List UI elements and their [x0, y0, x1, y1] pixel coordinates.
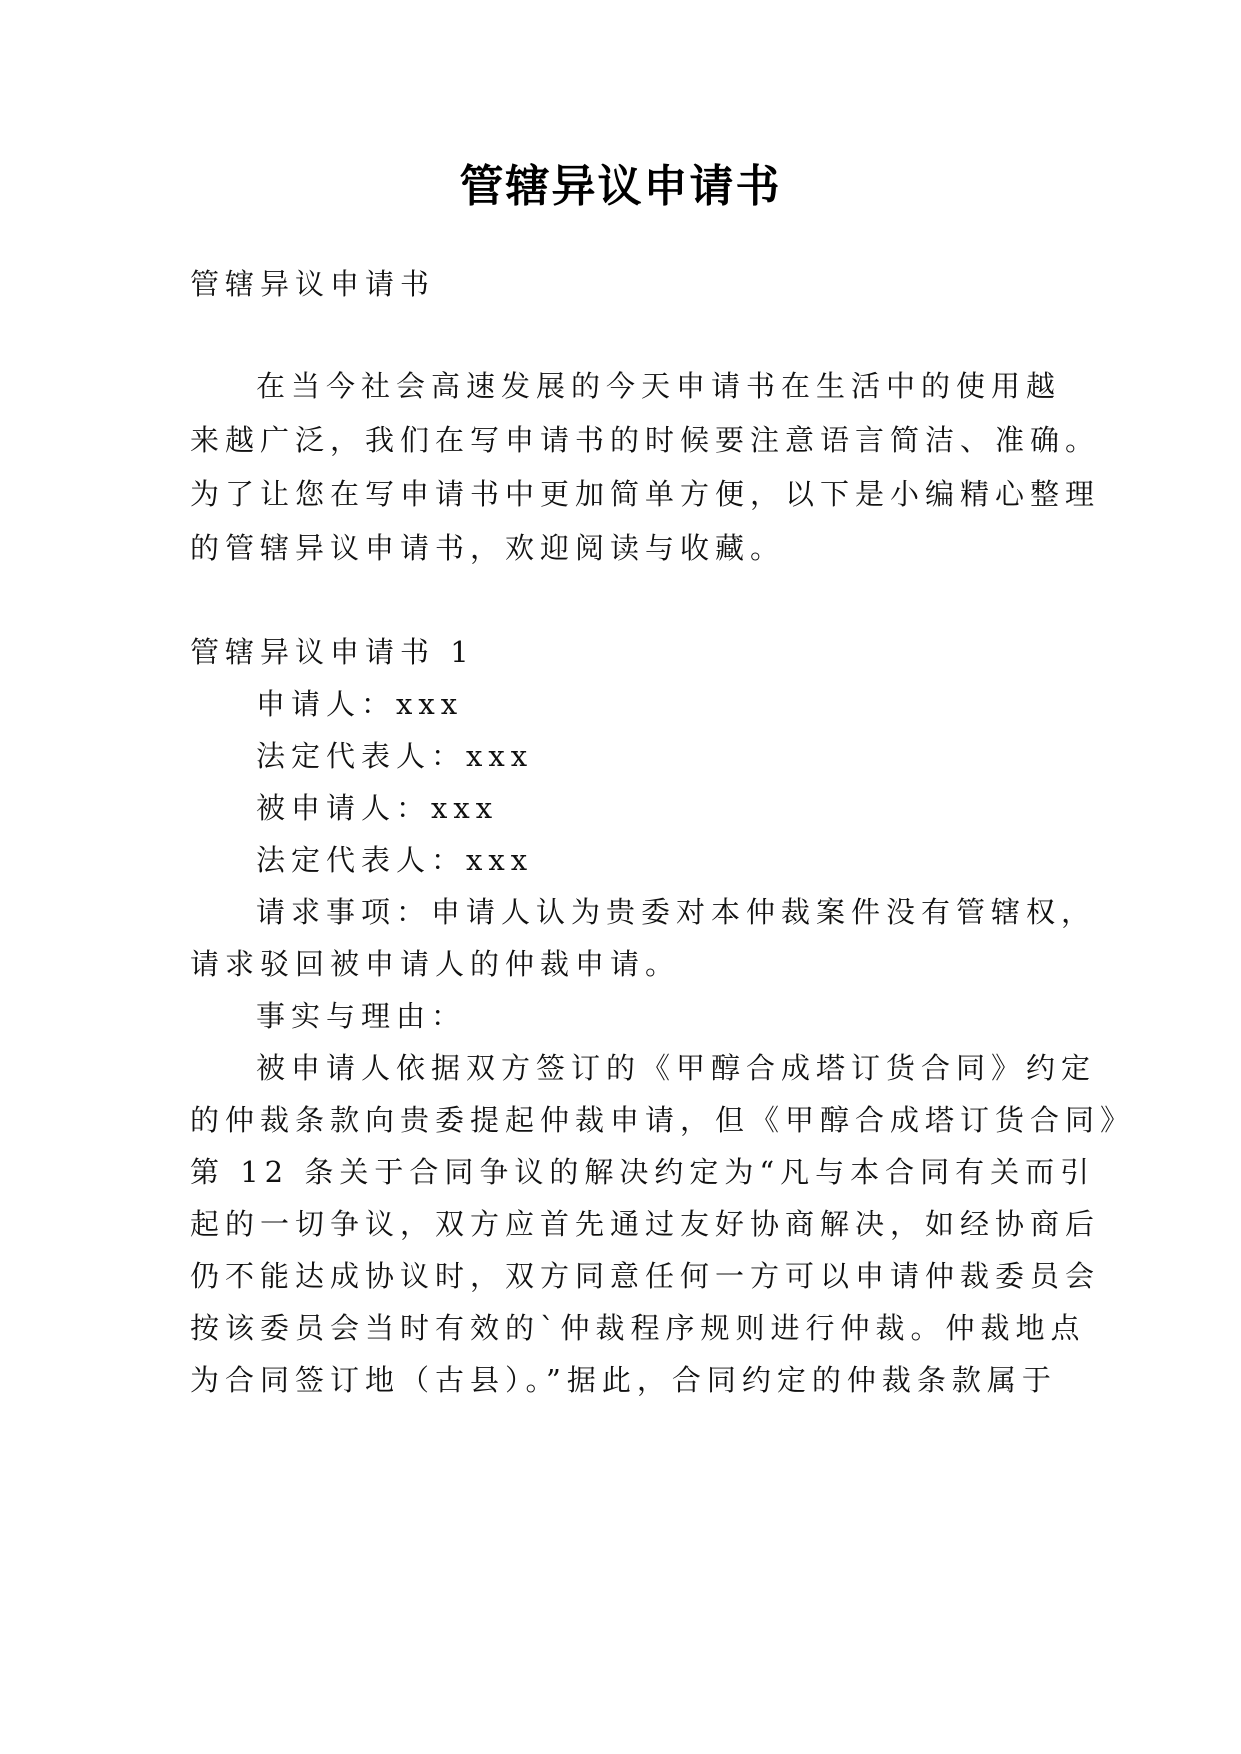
party-applicant: 申请人：xxx: [256, 687, 464, 721]
party-respondent: 被申请人：xxx: [256, 791, 499, 825]
facts-line: 的仲裁条款向贵委提起仲裁申请，但《甲醇合成塔订货合同》: [190, 1103, 1136, 1137]
facts-line: 为合同签订地（古县）。”据此，合同约定的仲裁条款属于: [190, 1363, 1057, 1397]
section-heading: 管辖异议申请书 1: [190, 635, 475, 669]
intro-line: 为了让您在写申请书中更加简单方便，以下是小编精心整理: [190, 477, 1101, 511]
party-respondent-representative: 法定代表人：xxx: [256, 843, 534, 877]
facts-line: 起的一切争议，双方应首先通过友好协商解决，如经协商后: [190, 1207, 1101, 1241]
party-applicant-representative: 法定代表人：xxx: [256, 739, 534, 773]
intro-line: 的管辖异议申请书，欢迎阅读与收藏。: [190, 531, 786, 565]
document-subtitle: 管辖异议申请书: [190, 267, 436, 301]
facts-line: 被申请人依据双方签订的《甲醇合成塔订货合同》约定: [256, 1051, 1097, 1085]
intro-line: 来越广泛，我们在写申请书的时候要注意语言简洁、准确。: [190, 423, 1101, 457]
facts-line: 按该委员会当时有效的`仲裁程序规则进行仲裁。仲裁地点: [190, 1311, 1086, 1345]
document-title: 管辖异议申请书: [459, 161, 782, 212]
facts-line: 仍不能达成协议时，双方同意任何一方可以申请仲裁委员会: [190, 1259, 1101, 1293]
facts-line: 第 12 条关于合同争议的解决约定为“凡与本合同有关而引: [190, 1155, 1096, 1189]
request-line: 请求驳回被申请人的仲裁申请。: [190, 947, 681, 981]
request-line: 请求事项：申请人认为贵委对本仲裁案件没有管辖权，: [256, 895, 1097, 929]
facts-heading: 事实与理由：: [256, 999, 467, 1033]
intro-line: 在当今社会高速发展的今天申请书在生活中的使用越: [256, 369, 1062, 403]
